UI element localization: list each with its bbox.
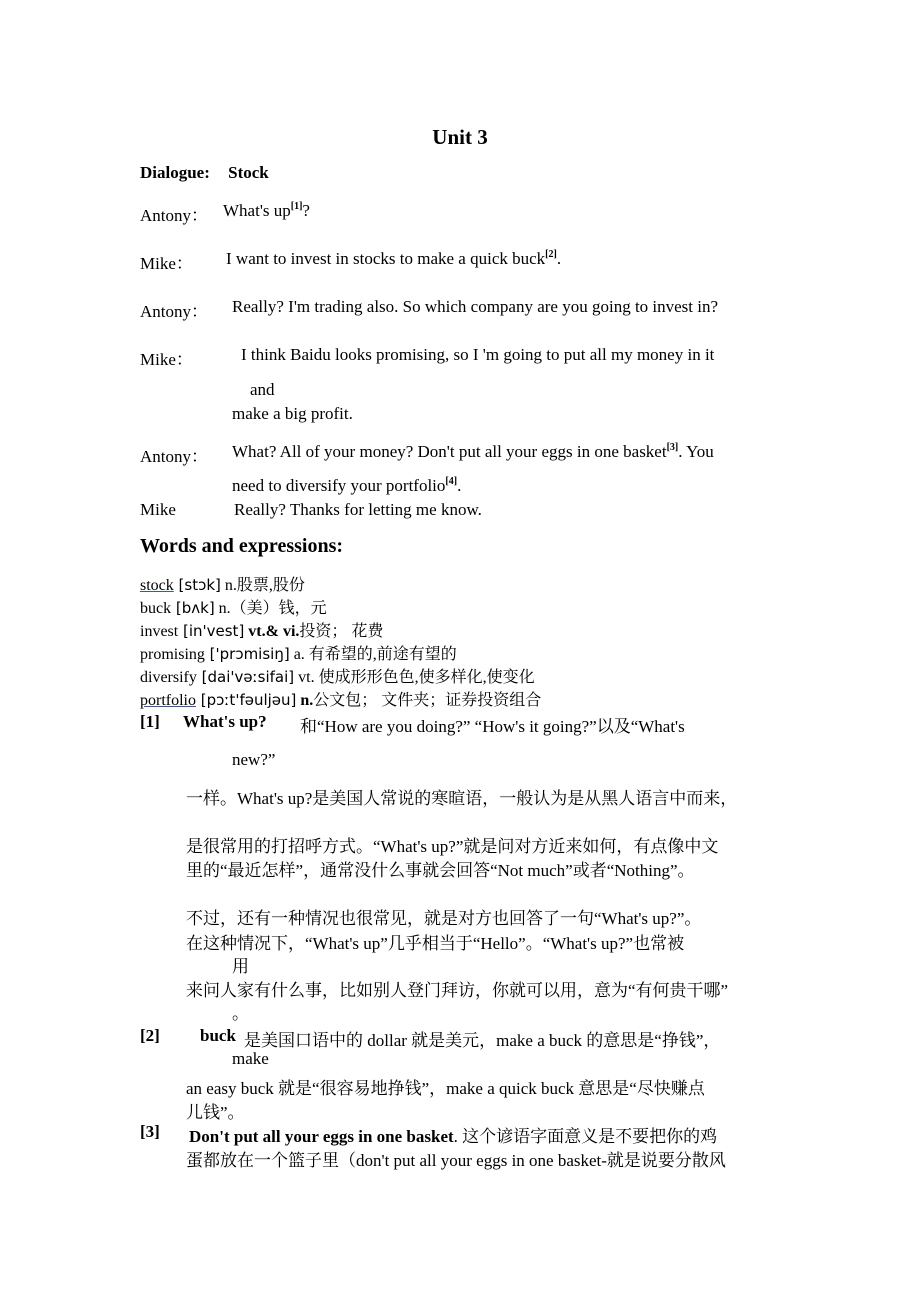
word-entry: invest [in'vest] vt.& vi.投资； 花费 bbox=[140, 622, 384, 640]
word-entry: promising ['prɔmisiŋ] a. 有希望的,前途有望的 bbox=[140, 645, 457, 663]
dialogue-label: Dialogue: bbox=[140, 163, 210, 182]
note-text: 不过，还有一种情况也很常见，就是对方也回答了一句“What's up?”。 bbox=[186, 909, 702, 928]
dialogue-text-cont: need to diversify your portfolio[4]. bbox=[232, 476, 462, 495]
footnote-ref: [2] bbox=[545, 249, 557, 260]
word-entry: portfolio [pɔːt'fəuljəu] n.公文包； 文件夹；证券投资组合 bbox=[140, 691, 542, 709]
dialogue-text: Really? I'm trading also. So which company are you going to invest in? bbox=[232, 297, 719, 316]
note-text: 蛋都放在一个篮子里（don't put all your eggs in one basket-就是说要分散风 bbox=[186, 1151, 726, 1170]
footnote-ref: [3] bbox=[666, 442, 679, 453]
note-text: Don't put all your eggs in one basket. 这个谚语字面意义是不要把你的鸡 bbox=[189, 1127, 718, 1146]
dialogue-text: I want to invest in stocks to make a quick buck[2]. bbox=[226, 249, 562, 268]
dialogue-speaker: Mike： bbox=[140, 254, 193, 273]
note-text: 一样。What's up?是美国人常说的寒暄语，一般认为是从黑人语言中而来， bbox=[186, 789, 738, 808]
dialogue-text-cont: make a big profit. bbox=[232, 404, 353, 423]
note-text: 在这种情况下，“What's up”几乎相当于“Hello”。“What's up?”也常被 bbox=[186, 934, 685, 953]
dialogue-heading bbox=[140, 163, 269, 183]
note-text: 是很常用的打招呼方式。“What's up?”就是问对方近来如何，有点像中文 bbox=[186, 837, 719, 856]
note-term: buck bbox=[200, 1026, 236, 1045]
note-text: 。 bbox=[232, 1004, 249, 1023]
dialogue-text: What? All of your money? Don't put all your eggs in one basket[3]. You bbox=[232, 442, 714, 461]
dialogue-speaker: Mike： bbox=[140, 350, 193, 369]
word-entry: buck [bʌk] n.（美）钱，元 bbox=[140, 599, 327, 617]
note-term: What's up? bbox=[183, 712, 267, 731]
words-heading: Words and expressions: bbox=[140, 535, 344, 557]
dialogue-topic: Stock bbox=[228, 163, 269, 182]
note-text: an easy buck 就是“很容易地挣钱”，make a quick buck 意思是“尽快赚点 bbox=[186, 1079, 705, 1098]
footnote-ref: [4] bbox=[445, 476, 458, 487]
note-number: [2] bbox=[140, 1026, 160, 1045]
dialogue-text: Really? Thanks for letting me know. bbox=[234, 500, 482, 519]
note-text: 和“How are you doing?” “How's it going?”以及“What's bbox=[300, 717, 685, 736]
word-entry: diversify [dai'vəːsifai] vt. 使成形形色色,使多样化,使变化 bbox=[140, 668, 535, 686]
dialogue-text-cont: and bbox=[250, 380, 275, 399]
note-text: new?” bbox=[232, 750, 276, 769]
dialogue-speaker: Antony： bbox=[140, 447, 208, 466]
page-title: Unit 3 bbox=[432, 125, 488, 149]
note-number: [1] bbox=[140, 712, 160, 731]
footnote-ref: [1] bbox=[290, 201, 303, 212]
dialogue-speaker: Mike bbox=[140, 500, 176, 519]
dialogue-text: I think Baidu looks promising, so I 'm going to put all my money in it bbox=[241, 345, 715, 364]
note-text: 里的“最近怎样”，通常没什么事就会回答“Not much”或者“Nothing”。 bbox=[186, 861, 695, 880]
note-text: 来问人家有什么事，比如别人登门拜访，你就可以用，意为“有何贵干哪” bbox=[186, 981, 729, 1000]
word-entry: stock [stɔk] n.股票,股份 bbox=[140, 576, 305, 594]
note-text: make bbox=[232, 1049, 269, 1068]
note-text: 是美国口语中的 dollar 就是美元，make a buck 的意思是“挣钱”， bbox=[244, 1031, 721, 1050]
dialogue-speaker: Antony： bbox=[140, 206, 208, 225]
note-number: [3] bbox=[140, 1122, 160, 1141]
note-text: 用 bbox=[232, 957, 249, 976]
dialogue-speaker: Antony： bbox=[140, 302, 208, 321]
dialogue-text: What's up[1]? bbox=[223, 201, 310, 220]
note-text: 儿钱”。 bbox=[186, 1103, 245, 1122]
note-term: Don't put all your eggs in one basket bbox=[189, 1127, 454, 1146]
